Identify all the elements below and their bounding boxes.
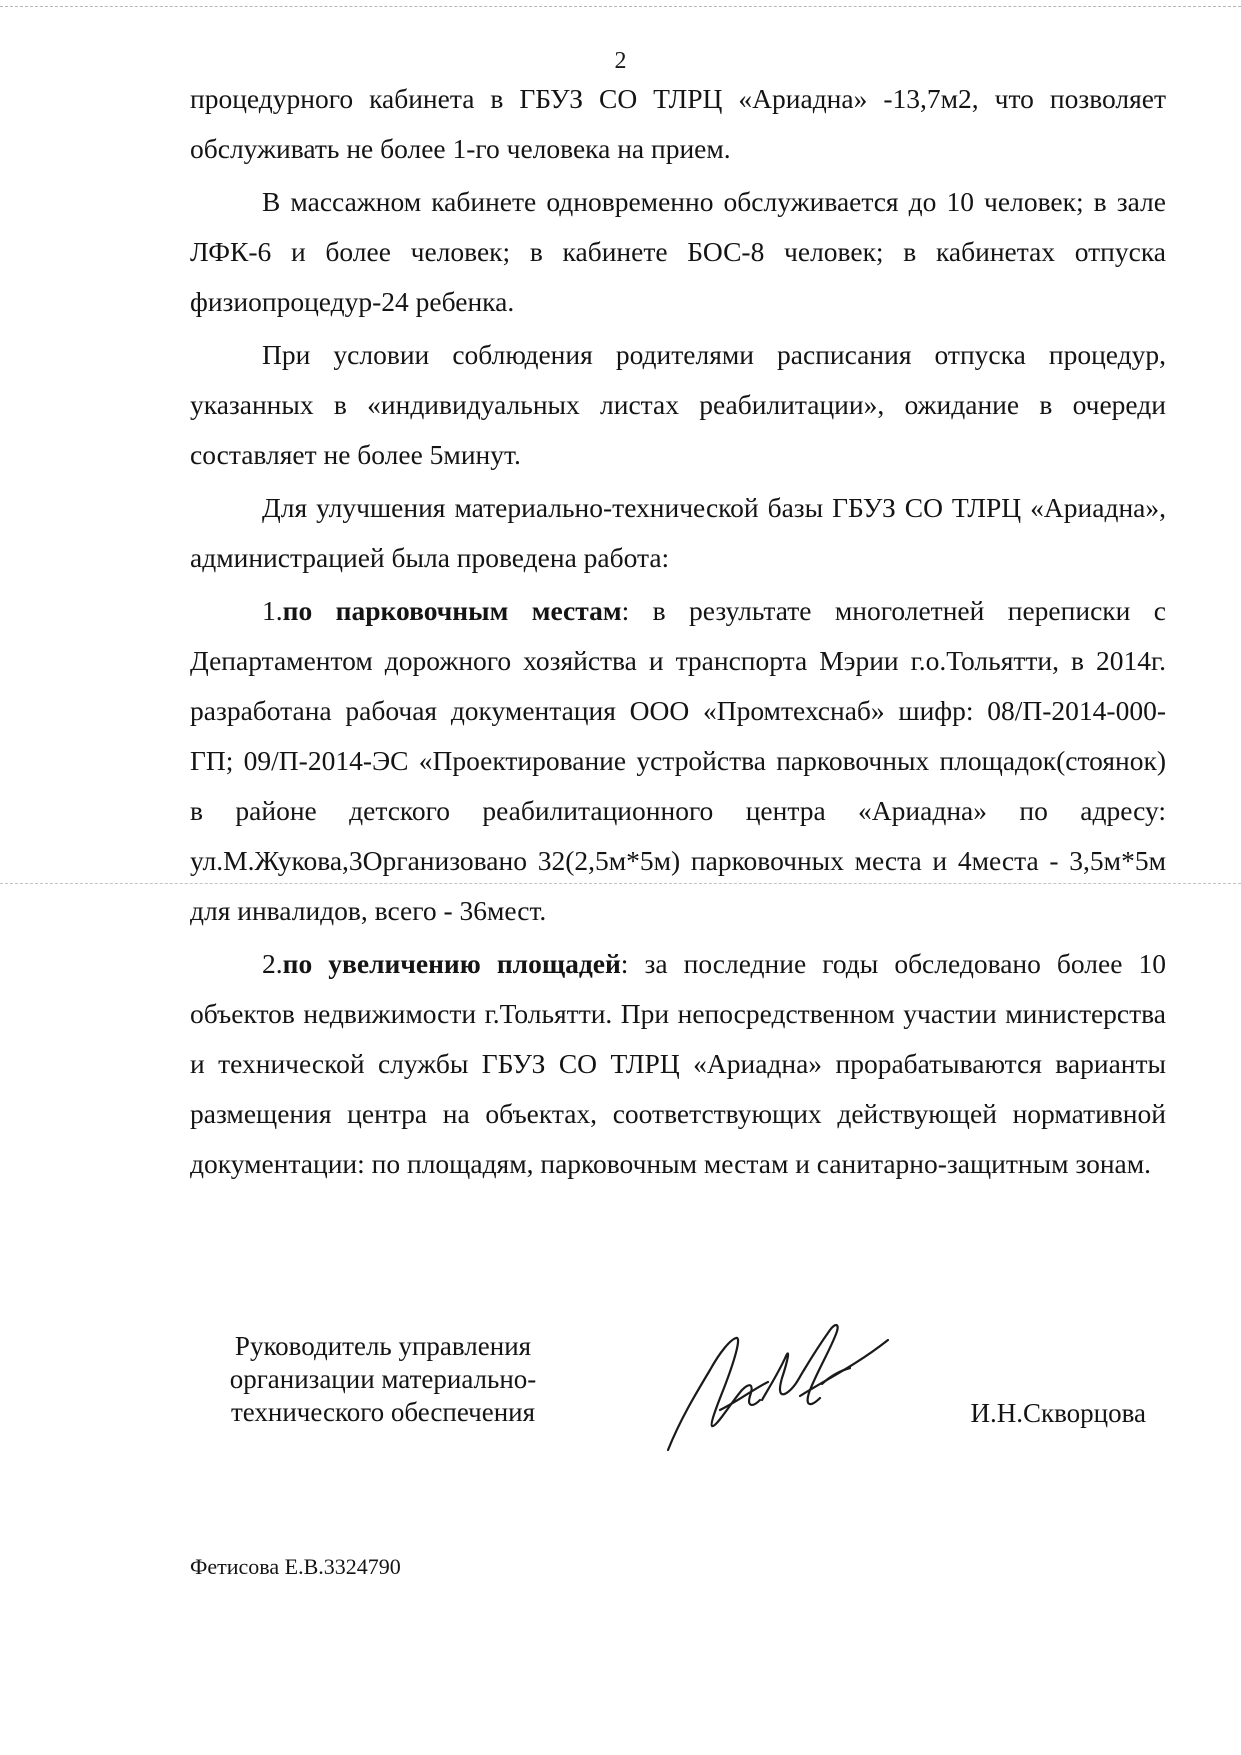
- item-number: 1.: [262, 595, 283, 626]
- paragraph-procedure-room: процедурного кабинета в ГБУЗ СО ТЛРЦ «Ариадна» -13,7м2, что позволяет обслуживать не более 1-го человека на прием.: [190, 83, 1166, 164]
- item-number: 2.: [262, 948, 283, 979]
- handwritten-signature-icon: [650, 1300, 900, 1460]
- signer-name: И.Н.Скворцова: [970, 1398, 1146, 1428]
- page-number: 2: [614, 48, 627, 74]
- signer-position-line: технического обеспечения: [230, 1397, 536, 1427]
- signer-position-line: Руководитель управления: [234, 1331, 532, 1361]
- signer-position-line: организации материально-: [229, 1364, 537, 1394]
- item-text-premises: : за последние годы обследовано более 10 объектов недвижимости г.Тольятти. При непосредственном участии министерства и технической службы ГБУЗ СО ТЛРЦ «Ариадна» прорабатываются варианты размещения центра на объектах, соответствующих действующей нормативной документации: по площадям, парковочным местам и санитарно-защитным зонам.: [190, 948, 1166, 1179]
- paragraph-improvements-intro: Для улучшения материально-технической базы ГБУЗ СО ТЛРЦ «Ариадна», администрацией была проведена работа:: [190, 492, 1166, 573]
- item-heading-premises: по увеличению площадей: [282, 948, 621, 979]
- item-heading-parking: по парковочным местам: [282, 595, 622, 626]
- signer-position: [218, 1330, 548, 1429]
- scan-artifact-line: [0, 6, 1241, 8]
- paragraph-premises: [190, 939, 1166, 1189]
- item-text-parking: : в результате многолетней переписки с Департаментом дорожного хозяйства и транспорта Мэрии г.о.Тольятти, в 2014г. разработана рабочая документация ООО «Промтехснаб» шифр: 08/П-2014-000-ГП; 09/П-2014-ЭС «Проектирование устройства парковочных площадок(стоянок) в районе детского реабилитационного центра «Ариадна» по адресу: ул.М.Жукова,3Организовано 32(2,5м*5м) парковочных места и 4места - 3,5м*5м для инвалидов, всего - 36мест.: [190, 595, 1166, 926]
- signature-block: [190, 1330, 1166, 1470]
- executor-contact: Фетисова Е.В.3324790: [190, 1554, 401, 1579]
- paragraph-parking: [190, 586, 1166, 936]
- letter-body: [190, 74, 1166, 1189]
- paragraph-waiting-time: При условии соблюдения родителями расписания отпуска процедур, указанных в «индивидуальных листах реабилитации», ожидание в очереди составляет не более 5минут.: [190, 339, 1166, 470]
- paragraph-capacity: В массажном кабинете одновременно обслуживается до 10 человек; в зале ЛФК-6 и более человек; в кабинете БОС-8 человек; в кабинетах отпуска физиопроцедур-24 ребенка.: [190, 186, 1166, 317]
